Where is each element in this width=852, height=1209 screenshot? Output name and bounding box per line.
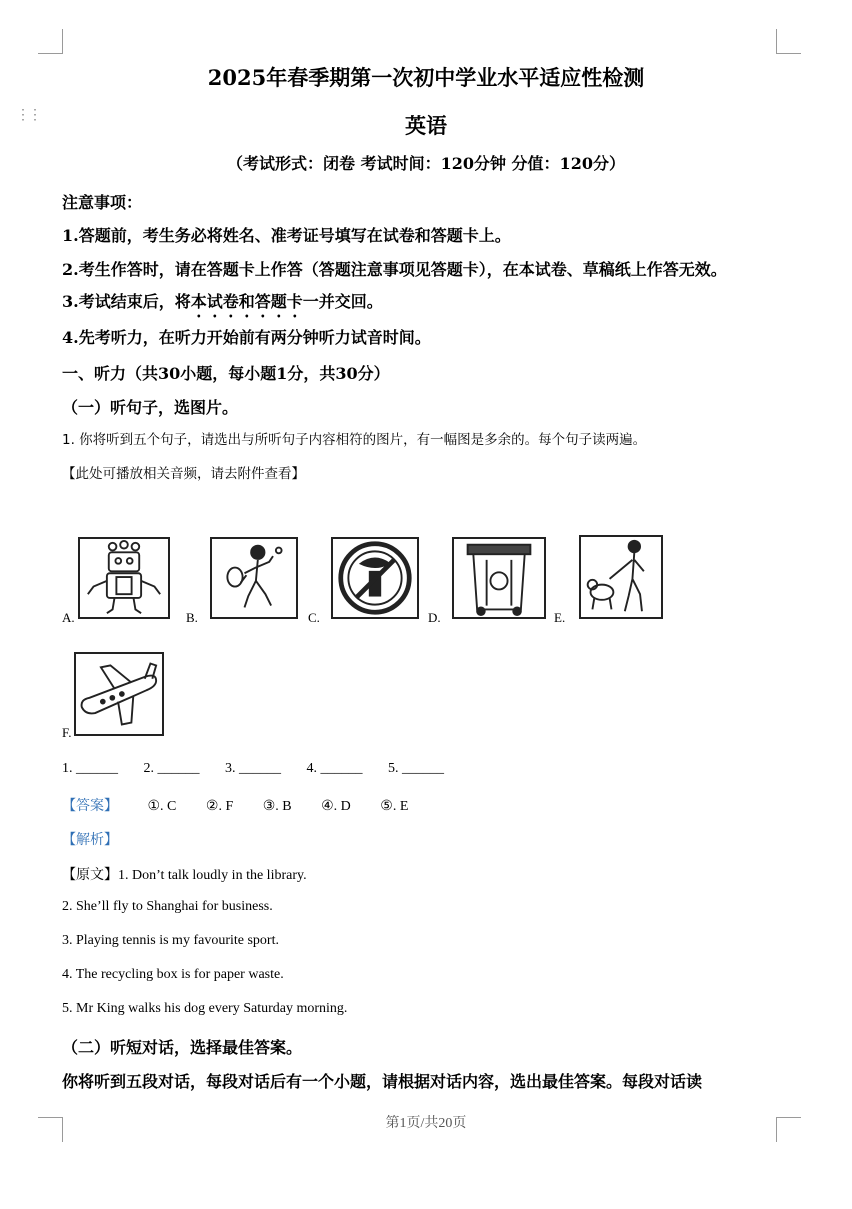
notice-item-1: 1.答题前，考生务必将姓名、准考证号填写在试卷和答题卡上。: [62, 226, 511, 245]
picture-d-label: D.: [428, 610, 441, 625]
notice-item-2: 2.考生作答时，请在答题卡上作答（答题注意事项见答题卡），在本试卷、草稿纸上作答无效。: [62, 260, 727, 279]
robot-icon: [78, 537, 170, 619]
crop-mark-top-right: [776, 29, 801, 54]
recycling-bin-icon: [452, 537, 546, 619]
part2-heading: （二）听短对话，选择最佳答案。: [62, 1038, 303, 1057]
answer-3: ③. B: [262, 799, 292, 814]
blank-1[interactable]: 1. ______: [62, 761, 118, 776]
page-title: 2025年春季期第一次初中学业水平适应性检测: [207, 65, 645, 90]
answer-2: ②. F: [205, 799, 234, 814]
picture-a-label: A.: [62, 610, 75, 625]
transcript-line-5: 5. Mr King walks his dog every Saturday morning.: [62, 1001, 348, 1016]
subject-title: 英语: [405, 113, 447, 138]
picture-b-label: B.: [186, 610, 198, 625]
notice-item-3-emphasis: 本试卷和答题卡: [190, 292, 303, 311]
transcript-line-3: 3. Playing tennis is my favourite sport.: [62, 933, 279, 948]
notice-item-3-prefix: 3.考试结束后，将: [62, 292, 191, 311]
blank-5[interactable]: 5. ______: [388, 761, 444, 776]
airplane-icon: [74, 652, 164, 736]
notice-item-4: 4.先考听力，在听力开始前有两分钟听力试音时间。: [62, 328, 431, 347]
analysis-label: 【解析】: [62, 832, 118, 848]
tennis-player-icon: [210, 537, 298, 619]
answer-1: ①. C: [147, 799, 177, 814]
answer-label: 【答案】: [62, 798, 118, 814]
notice-item-3: [62, 289, 383, 321]
notice-heading: 注意事项：: [62, 193, 143, 212]
page-footer: 第1页/共20页: [385, 1116, 467, 1131]
section1-heading: 一、听力（共30小题，每小题1分，共30分）: [62, 364, 390, 383]
answer-5: ⑤. E: [380, 799, 409, 814]
part1-heading: （一）听句子，选图片。: [62, 398, 239, 417]
drag-handle-icon[interactable]: ⋮⋮: [16, 107, 40, 123]
part2-intro: 你将听到五段对话，每段对话后有一个小题，请根据对话内容，选出最佳答案。每段对话读: [62, 1072, 703, 1091]
answer-4: ④. D: [321, 799, 351, 814]
picture-f-label: F.: [62, 725, 72, 740]
answer-blanks: [62, 761, 466, 777]
man-walking-dog-icon: [579, 535, 663, 619]
picture-c-label: C.: [308, 610, 320, 625]
audio-note[interactable]: 【此处可播放相关音频，请去附件查看】: [62, 466, 305, 482]
crop-mark-top-left: [38, 29, 63, 54]
answer-row: [62, 795, 408, 815]
exam-info: （考试形式：闭卷 考试时间：120分钟 分值：120分）: [227, 154, 625, 173]
notice-item-3-suffix: 一并交回。: [302, 292, 383, 311]
no-talking-sign-icon: [331, 537, 419, 619]
question-1: 1. 你将听到五个句子，请选出与所听句子内容相符的图片，有一幅图是多余的。每个句子读两遍。: [62, 432, 647, 448]
blank-2[interactable]: 2. ______: [143, 761, 200, 776]
transcript-line-1: 【原文】1. Don’t talk loudly in the library.: [62, 868, 307, 883]
transcript-line-4: 4. The recycling box is for paper waste.: [62, 967, 284, 982]
blank-3[interactable]: 3. ______: [225, 761, 281, 776]
transcript-line-2: 2. She’ll fly to Shanghai for business.: [62, 899, 273, 914]
picture-e-label: E.: [554, 610, 566, 625]
blank-4[interactable]: 4. ______: [306, 761, 363, 776]
